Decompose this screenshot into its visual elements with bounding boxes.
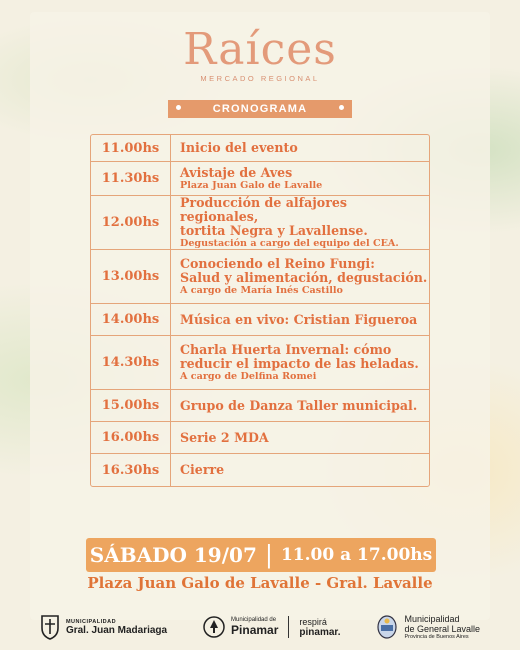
activity-title: reducir el impacto de las heladas. <box>180 355 419 371</box>
schedule-time: 14.30hs <box>91 336 171 389</box>
date-separator: | <box>264 541 273 569</box>
activity-title: Charla Huerta Invernal: cómo <box>180 341 392 357</box>
event-place: Plaza Juan Galo de Lavalle - Gral. Lavalle <box>87 574 433 592</box>
pinamar-name: Pinamar <box>231 623 279 637</box>
event-date: SÁBADO 19/07 <box>89 543 257 567</box>
activity-title: Música en vivo: Cristian Figueroa <box>180 311 418 327</box>
schedule-description <box>171 429 429 447</box>
schedule-time: 11.00hs <box>91 135 171 161</box>
activity-title: Salud y alimentación, degustación. <box>180 269 428 285</box>
bullet-icon <box>176 105 181 110</box>
activity-detail: Degustación a cargo del equipo del CEA. <box>180 237 399 249</box>
lavalle-line1: Municipalidad <box>404 614 460 624</box>
event-hours: 11.00 a 17.00hs <box>280 545 433 565</box>
schedule-time: 14.00hs <box>91 304 171 335</box>
activity-detail: A cargo de Delfina Romei <box>180 370 317 382</box>
activity-title: tortita Negra y Lavallense. <box>180 222 368 238</box>
schedule-row <box>91 304 429 336</box>
lavalle-line3: Provincia de Buenos Aires <box>404 634 469 640</box>
lavalle-shield-icon <box>376 614 398 640</box>
schedule-row <box>91 135 429 162</box>
madariaga-logo <box>40 614 167 640</box>
activity-title: Conociendo el Reino Fungi: <box>180 255 375 271</box>
pinamar-logo <box>203 616 341 638</box>
schedule-description <box>171 461 429 479</box>
schedule-row <box>91 390 429 422</box>
activity-title: Producción de alfajores regionales, <box>180 194 347 224</box>
pinamar-seal-icon <box>203 616 225 638</box>
schedule-time: 16.00hs <box>91 422 171 453</box>
schedule-description <box>171 194 429 252</box>
schedule-table <box>90 134 430 487</box>
schedule-description <box>171 255 429 299</box>
schedule-row <box>91 196 429 250</box>
schedule-description <box>171 139 429 157</box>
schedule-description <box>171 164 429 194</box>
logo-title: Raíces <box>183 24 337 75</box>
schedule-time: 11.30hs <box>91 162 171 195</box>
schedule-row <box>91 162 429 196</box>
raices-logo <box>0 24 520 83</box>
activity-title: Grupo de Danza Taller municipal. <box>180 397 418 413</box>
activity-title: Avistaje de Aves <box>180 164 293 180</box>
activity-title: Serie 2 MDA <box>180 429 269 445</box>
bullet-icon <box>339 105 344 110</box>
slogan-line2: pinamar. <box>299 626 341 638</box>
lavalle-line2: de General Lavalle <box>404 624 481 634</box>
schedule-description <box>171 341 429 385</box>
activity-detail: Plaza Juan Galo de Lavalle <box>180 179 323 191</box>
date-banner <box>86 538 436 572</box>
cronograma-label: CRONOGRAMA <box>212 103 308 115</box>
schedule-time: 12.00hs <box>91 196 171 249</box>
schedule-row <box>91 336 429 390</box>
pinamar-slogan <box>299 617 340 638</box>
slogan-line1: respirá <box>299 616 327 627</box>
lavalle-logo <box>376 614 480 640</box>
schedule-row <box>91 422 429 454</box>
schedule-time: 15.00hs <box>91 390 171 421</box>
madariaga-shield-icon <box>40 614 60 640</box>
schedule-description <box>171 397 429 415</box>
schedule-description <box>171 311 429 329</box>
schedule-time: 16.30hs <box>91 454 171 486</box>
footer-logos <box>0 604 520 650</box>
schedule-row <box>91 454 429 486</box>
activity-title: Cierre <box>180 462 225 477</box>
madariaga-name: Gral. Juan Madariaga <box>65 624 168 636</box>
pinamar-small: Municipalidad de <box>231 617 277 623</box>
logo-divider <box>288 616 289 638</box>
schedule-row <box>91 250 429 304</box>
logo-subtitle: MERCADO REGIONAL <box>200 74 320 83</box>
madariaga-small: MUNICIPALIDAD <box>65 618 117 625</box>
cronograma-header <box>168 100 352 118</box>
schedule-time: 13.00hs <box>91 250 171 303</box>
activity-title: Inicio del evento <box>180 140 298 155</box>
activity-detail: A cargo de María Inés Castillo <box>180 284 343 296</box>
